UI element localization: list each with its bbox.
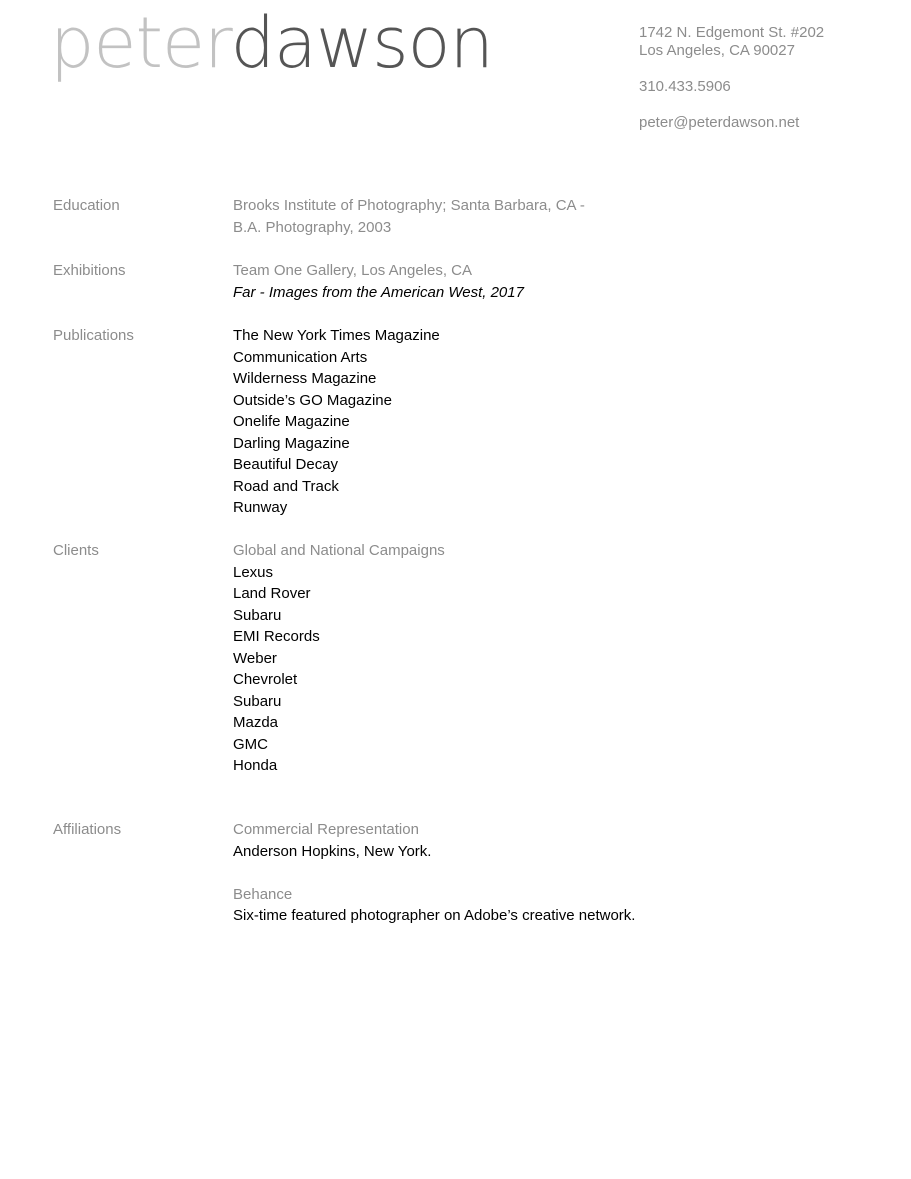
affiliations-content bbox=[233, 819, 635, 927]
client-item: Weber bbox=[233, 649, 277, 667]
representation-heading: Commercial Representation bbox=[233, 821, 419, 838]
email-link[interactable]: peter@peterdawson.net bbox=[639, 114, 800, 131]
clients-heading: Global and National Campaigns bbox=[233, 542, 445, 559]
publication-item: Outside’s GO Magazine bbox=[233, 391, 392, 409]
publication-item: Onelife Magazine bbox=[233, 413, 350, 430]
affiliations-spacer bbox=[233, 862, 635, 884]
name-logo bbox=[50, 2, 493, 84]
exhibitions-content bbox=[233, 260, 524, 303]
publication-item: Wilderness Magazine bbox=[233, 370, 377, 387]
publication-item: The New York Times Magazine bbox=[233, 327, 440, 344]
client-item: GMC bbox=[233, 735, 268, 753]
publications-label: Publications bbox=[53, 327, 134, 344]
education-school: Brooks Institute of Photography; Santa Barbara, CA - bbox=[233, 197, 585, 214]
logo-first-name: peter bbox=[50, 2, 231, 84]
contact-block bbox=[639, 24, 824, 132]
representation-text: Anderson Hopkins, New York. bbox=[233, 842, 432, 860]
client-item: Lexus bbox=[233, 563, 274, 581]
exhibition-venue: Team One Gallery, Los Angeles, CA bbox=[233, 262, 473, 279]
client-item: EMI Records bbox=[233, 628, 320, 645]
logo-last-name: dawson bbox=[230, 2, 493, 84]
phone-number: 310.433.5906 bbox=[639, 78, 731, 95]
education-degree: B.A. Photography, 2003 bbox=[233, 218, 392, 236]
behance-text: Six-time featured photographer on Adobe’s creative network. bbox=[233, 907, 636, 924]
education-content bbox=[233, 195, 585, 238]
education-label: Education bbox=[53, 197, 120, 214]
contact-spacer bbox=[639, 60, 824, 78]
publication-item: Beautiful Decay bbox=[233, 456, 339, 473]
contact-spacer bbox=[639, 96, 824, 114]
clients-list bbox=[233, 540, 445, 777]
client-item: Mazda bbox=[233, 714, 279, 731]
publication-item: Communication Arts bbox=[233, 348, 368, 366]
publication-item: Road and Track bbox=[233, 477, 339, 495]
address-line-1: 1742 N. Edgemont St. #202 bbox=[639, 24, 825, 41]
client-item: Chevrolet bbox=[233, 671, 298, 688]
clients-label: Clients bbox=[53, 542, 99, 559]
exhibitions-label: Exhibitions bbox=[53, 262, 126, 279]
publication-item: Runway bbox=[233, 499, 288, 516]
client-item: Land Rover bbox=[233, 585, 311, 602]
client-item: Honda bbox=[233, 757, 278, 774]
client-item: Subaru bbox=[233, 606, 282, 624]
address-line-2: Los Angeles, CA 90027 bbox=[639, 42, 795, 59]
client-item: Subaru bbox=[233, 692, 282, 710]
behance-heading: Behance bbox=[233, 885, 293, 903]
affiliations-label: Affiliations bbox=[53, 821, 122, 838]
exhibition-title: Far - Images from the American West, 2017 bbox=[233, 283, 524, 301]
publication-item: Darling Magazine bbox=[233, 434, 350, 452]
publications-list bbox=[233, 325, 440, 519]
